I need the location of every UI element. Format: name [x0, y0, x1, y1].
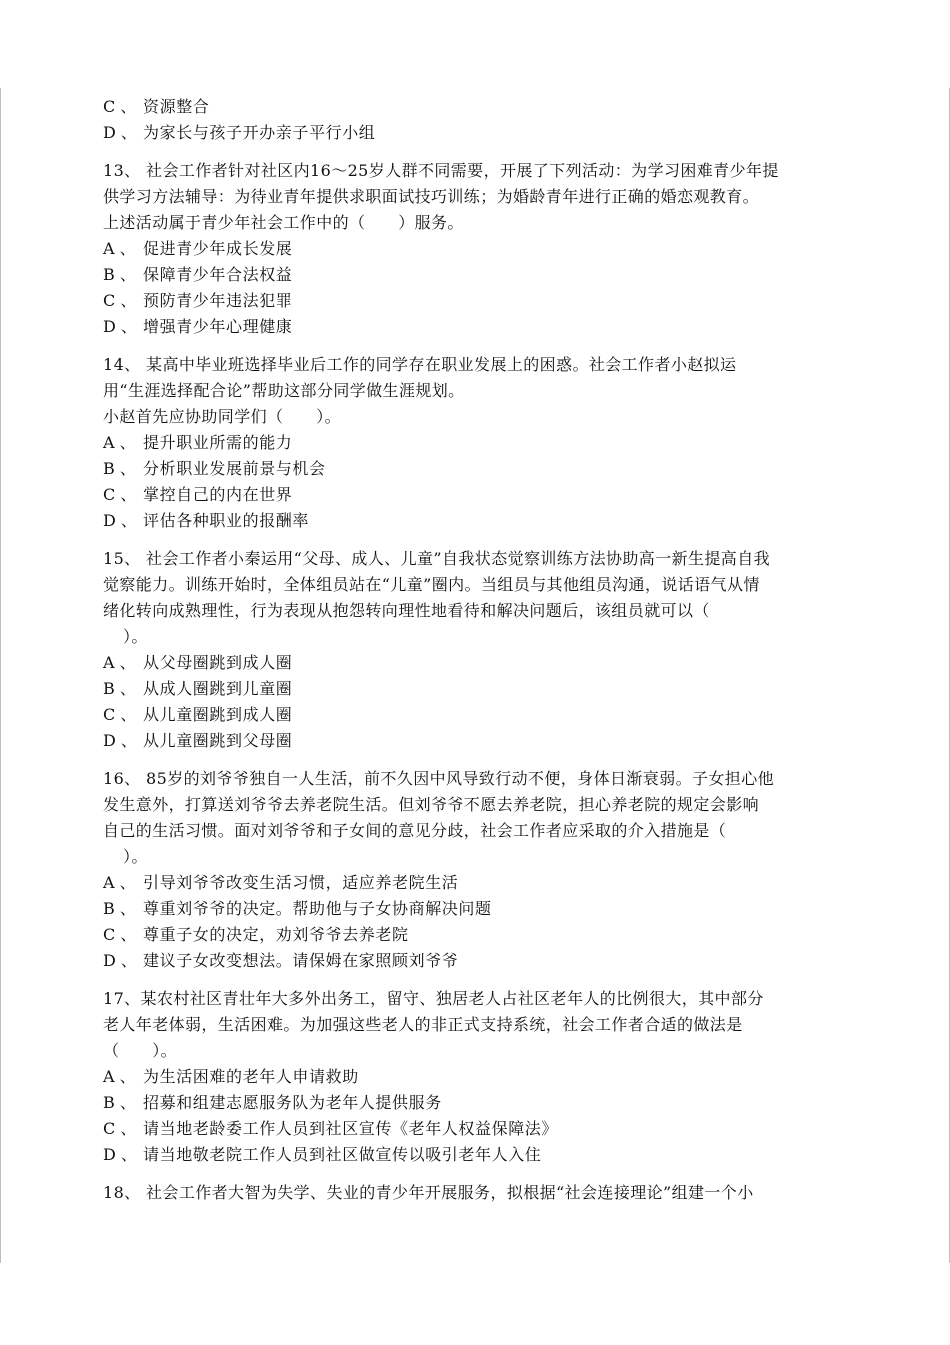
option-text: 为家长与孩子开办亲子平行小组 — [143, 123, 376, 142]
option-letter: C 、 — [103, 291, 137, 310]
stem-line: 供学习方法辅导：为待业青年提供求职面试技巧训练；为婚龄青年进行正确的婚恋观教育。 — [103, 187, 760, 206]
question-15 — [103, 546, 848, 754]
stem-line: 18、 社会工作者大智为失学、失业的青少年开展服务，拟根据“社会连接理论”组建一个小 — [103, 1183, 754, 1202]
option-text: 从儿童圈跳到父母圈 — [143, 731, 293, 750]
stem-line: ）。 — [123, 847, 148, 866]
option-text: 为生活困难的老年人申请救助 — [143, 1067, 359, 1086]
option-text: 招募和组建志愿服务队为老年人提供服务 — [143, 1093, 442, 1112]
option-d — [103, 728, 848, 754]
option-letter: A 、 — [103, 1067, 136, 1086]
option-text: 分析职业发展前景与机会 — [143, 459, 326, 478]
option-c — [103, 922, 848, 948]
stem-line: 觉察能力。训练开始时，全体组员站在“儿童”圈内。当组员与其他组员沟通，说话语气从情 — [103, 575, 760, 594]
stem-line: 17、某农村社区青壮年大多外出务工，留守、独居老人占社区老年人的比例很大，其中部分 — [103, 989, 764, 1008]
option-d — [103, 948, 848, 974]
stem-line: ）。 — [123, 627, 148, 646]
option-text: 保障青少年合法权益 — [143, 265, 293, 284]
option-letter: D 、 — [103, 511, 137, 530]
option-d — [103, 1142, 848, 1168]
option-text: 引导刘爷爷改变生活习惯，适应养老院生活 — [143, 873, 459, 892]
stem-line: 小赵首先应协助同学们（ ）。 — [103, 407, 342, 426]
option-text: 资源整合 — [143, 97, 210, 116]
option-letter: A 、 — [103, 653, 136, 672]
stem-line: 上述活动属于青少年社会工作中的（ ）服务。 — [103, 213, 464, 232]
stem-line: 发生意外，打算送刘爷爷去养老院生活。但刘爷爷不愿去养老院，担心养老院的规定会影响 — [103, 795, 760, 814]
option-letter: C 、 — [103, 705, 137, 724]
stem-line: 自己的生活习惯。面对刘爷爷和子女间的意见分歧，社会工作者应采取的介入措施是（ — [103, 821, 727, 840]
option-b — [103, 456, 848, 482]
option-letter: D 、 — [103, 317, 137, 336]
option-text: 增强青少年心理健康 — [143, 317, 293, 336]
option-text: 从儿童圈跳到成人圈 — [143, 705, 293, 724]
stem-line: 用“生涯选择配合论”帮助这部分同学做生涯规划。 — [103, 381, 465, 400]
option-letter: D 、 — [103, 1145, 137, 1164]
option-letter: C 、 — [103, 925, 137, 944]
option-letter: D 、 — [103, 951, 137, 970]
option-letter: B 、 — [103, 1093, 136, 1112]
option-c — [103, 288, 848, 314]
stem-line: 16、 85岁的刘爷爷独自一人生活，前不久因中风导致行动不便，身体日渐衰弱。子女担心他 — [103, 769, 775, 788]
option-c — [103, 94, 848, 120]
option-b — [103, 676, 848, 702]
option-d — [103, 314, 848, 340]
question-stem — [103, 766, 848, 870]
option-text: 建议子女改变想法。请保姆在家照顾刘爷爷 — [143, 951, 459, 970]
question-stem — [103, 352, 848, 430]
option-text: 尊重子女的决定，劝刘爷爷去养老院 — [143, 925, 409, 944]
option-letter: A 、 — [103, 239, 136, 258]
stem-line: 老人年老体弱，生活困难。为加强这些老人的非正式支持系统，社会工作者合适的做法是 — [103, 1015, 743, 1034]
question-stem — [103, 546, 848, 650]
option-text: 从父母圈跳到成人圈 — [143, 653, 293, 672]
option-c — [103, 1116, 848, 1142]
option-text: 评估各种职业的报酬率 — [143, 511, 310, 530]
option-letter: B 、 — [103, 679, 136, 698]
stem-line: 13、 社会工作者针对社区内16～25岁人群不同需要，开展了下列活动：为学习困难青少年提 — [103, 161, 779, 180]
option-letter: B 、 — [103, 899, 136, 918]
option-letter: D 、 — [103, 731, 137, 750]
document-body — [103, 94, 848, 1206]
option-text: 请当地敬老院工作人员到社区做宣传以吸引老年人入住 — [143, 1145, 542, 1164]
option-text: 请当地老龄委工作人员到社区宣传《老年人权益保障法》 — [143, 1119, 559, 1138]
question-16 — [103, 766, 848, 974]
question-stem — [103, 1180, 848, 1206]
option-c — [103, 702, 848, 728]
stem-line: 15、 社会工作者小秦运用“父母、成人、儿童”自我状态觉察训练方法协助高一新生提高自我 — [103, 549, 771, 568]
option-text: 促进青少年成长发展 — [143, 239, 293, 258]
stem-line: （ ）。 — [103, 1041, 178, 1060]
question-14 — [103, 352, 848, 534]
question-13 — [103, 158, 848, 340]
question-17 — [103, 986, 848, 1168]
option-a — [103, 650, 848, 676]
option-c — [103, 482, 848, 508]
option-text: 掌控自己的内在世界 — [143, 485, 293, 504]
option-letter: B 、 — [103, 265, 136, 284]
stem-line: 绪化转向成熟理性，行为表现从抱怨转向理性地看待和解决问题后，该组员就可以（ — [103, 601, 710, 620]
option-letter: A 、 — [103, 873, 136, 892]
option-letter: C 、 — [103, 485, 137, 504]
option-b — [103, 262, 848, 288]
option-b — [103, 896, 848, 922]
option-letter: D 、 — [103, 123, 137, 142]
question-stem — [103, 986, 848, 1064]
option-a — [103, 430, 848, 456]
option-b — [103, 1090, 848, 1116]
option-text: 预防青少年违法犯罪 — [143, 291, 293, 310]
option-d — [103, 120, 848, 146]
question-stem — [103, 158, 848, 236]
option-a — [103, 236, 848, 262]
option-text: 从成人圈跳到儿童圈 — [143, 679, 293, 698]
page-border-left — [0, 88, 1, 1263]
option-letter: B 、 — [103, 459, 136, 478]
question-18 — [103, 1180, 848, 1206]
option-letter: C 、 — [103, 1119, 137, 1138]
option-letter: C 、 — [103, 97, 137, 116]
option-letter: A 、 — [103, 433, 136, 452]
option-text: 提升职业所需的能力 — [143, 433, 293, 452]
stem-line: 14、 某高中毕业班选择毕业后工作的同学存在职业发展上的困惑。社会工作者小赵拟运 — [103, 355, 737, 374]
option-d — [103, 508, 848, 534]
option-a — [103, 1064, 848, 1090]
option-text: 尊重刘爷爷的决定。帮助他与子女协商解决问题 — [143, 899, 492, 918]
question-12-tail — [103, 94, 848, 146]
option-a — [103, 870, 848, 896]
